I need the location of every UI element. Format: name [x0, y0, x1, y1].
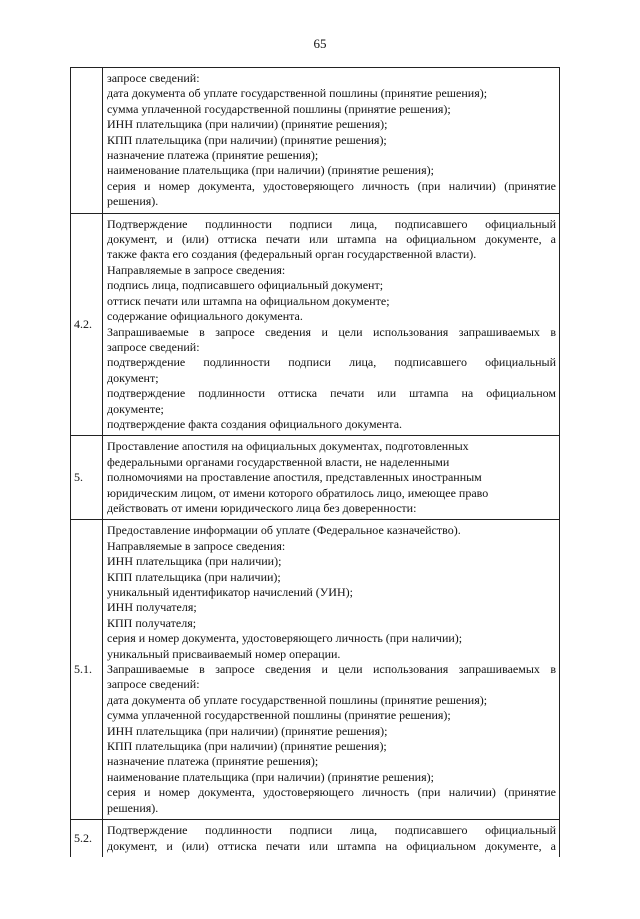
row-content-cell — [103, 68, 560, 214]
text-line: серия и номер документа, удостоверяющего личность (при наличии); — [107, 631, 463, 646]
text-line: документ; — [107, 370, 159, 385]
text-line: Подтверждение подлинности подписи лица, подписавшего официальный — [107, 823, 556, 838]
row-content-cell — [103, 520, 560, 820]
text-line: ИНН плательщика (при наличии) (принятие решения); — [107, 117, 388, 132]
row-content-cell — [103, 820, 560, 857]
page-number: 65 — [313, 36, 327, 51]
row-number-cell — [71, 436, 103, 520]
text-line: Запрашиваемые в запросе сведения и цели использования запрашиваемых в — [107, 324, 556, 339]
text-line: также факта его создания (федеральный орган государственной власти). — [107, 247, 477, 262]
table-row — [71, 520, 560, 820]
text-line: уникальный идентификатор начислений (УИН); — [107, 585, 353, 599]
text-line: серия и номер документа, удостоверяющего личность (при наличии) (принятие — [107, 785, 556, 800]
table-row — [71, 68, 560, 214]
document-table — [70, 67, 560, 857]
text-line: решения). — [107, 800, 159, 815]
row-content-cell — [103, 436, 560, 520]
text-line: действовать от имени юридического лица без доверенности: — [107, 500, 417, 515]
text-line: КПП плательщика (при наличии); — [107, 569, 281, 584]
text-line: запросе сведений: — [107, 71, 200, 85]
text-line: документ, и (или) оттиска печати или штампа на официальном документе, а — [107, 232, 556, 247]
row-content-cell — [103, 213, 560, 436]
text-line: запросе сведений: — [107, 677, 200, 692]
text-line: назначение платежа (принятие решения); — [107, 148, 319, 163]
text-line: оттиск печати или штампа на официальном документе; — [107, 293, 390, 308]
text-line: Проставление апостиля на официальных документах, подготовленных — [107, 439, 469, 454]
text-line: запросе сведений: — [107, 339, 200, 354]
text-line: назначение платежа (принятие решения); — [107, 754, 319, 769]
text-line: решения). — [107, 194, 159, 209]
text-line: федеральными органами государственной власти, не наделенными — [107, 454, 450, 469]
text-line: ИНН плательщика (при наличии) (принятие решения); — [107, 723, 388, 738]
text-line: наименование плательщика (при наличии) (принятие решения); — [107, 769, 434, 784]
text-line: содержание официального документа. — [107, 309, 303, 324]
row-number-cell — [71, 68, 103, 214]
text-line: наименование плательщика (при наличии) (принятие решения); — [107, 163, 434, 178]
text-line: Предоставление информации об уплате (Федеральное казначейство). — [107, 523, 461, 538]
text-line: документе; — [107, 401, 164, 416]
text-line: дата документа об уплате государственной пошлины (принятие решения); — [107, 692, 488, 707]
row-number: 5.1. — [74, 661, 92, 676]
text-line: КПП получателя; — [107, 615, 197, 630]
row-number-cell — [71, 213, 103, 436]
table-row — [71, 436, 560, 520]
text-line: полномочиями на проставление апостиля, представленных иностранным — [107, 470, 482, 485]
table-row — [71, 213, 560, 436]
text-line: сумма уплаченной государственной пошлины (принятие решения); — [107, 101, 451, 116]
text-line: ИНН плательщика (при наличии); — [107, 554, 282, 569]
row-number: 5. — [74, 470, 83, 485]
text-line: подтверждение подлинности оттиска печати или штампа на официальном — [107, 386, 556, 401]
text-line: Направляемые в запросе сведения: — [107, 538, 286, 553]
text-line: Подтверждение подлинности подписи лица, подписавшего официальный — [107, 216, 556, 231]
text-line: подтверждение факта создания официального документа. — [107, 416, 403, 431]
text-line: документ, и (или) оттиска печати или штампа на официальном документе, а — [107, 838, 556, 853]
text-line: КПП плательщика (при наличии) (принятие решения); — [107, 739, 387, 754]
text-line: юридическим лицом, от имени которого обратилось лицо, имеющее право — [107, 485, 489, 500]
text-line: Направляемые в запросе сведения: — [107, 262, 286, 277]
row-number: 5.2. — [74, 830, 92, 845]
text-line: сумма уплаченной государственной пошлины (принятие решения); — [107, 708, 451, 723]
text-line: дата документа об уплате государственной пошлины (принятие решения); — [107, 86, 488, 101]
row-number-cell — [71, 820, 103, 857]
text-line: подпись лица, подписавшего официальный документ; — [107, 278, 384, 293]
row-number-cell — [71, 520, 103, 820]
text-line: Запрашиваемые в запросе сведения и цели использования запрашиваемых в — [107, 662, 556, 677]
text-line: КПП плательщика (при наличии) (принятие решения); — [107, 132, 387, 147]
table-row — [71, 820, 560, 857]
row-number: 4.2. — [74, 316, 92, 331]
text-line: ИНН получателя; — [107, 600, 197, 615]
text-line: серия и номер документа, удостоверяющего личность (при наличии) (принятие — [107, 178, 556, 193]
text-line: подтверждение подлинности подписи лица, подписавшего официальный — [107, 355, 556, 370]
text-line: уникальный присваиваемый номер операции. — [107, 646, 341, 661]
